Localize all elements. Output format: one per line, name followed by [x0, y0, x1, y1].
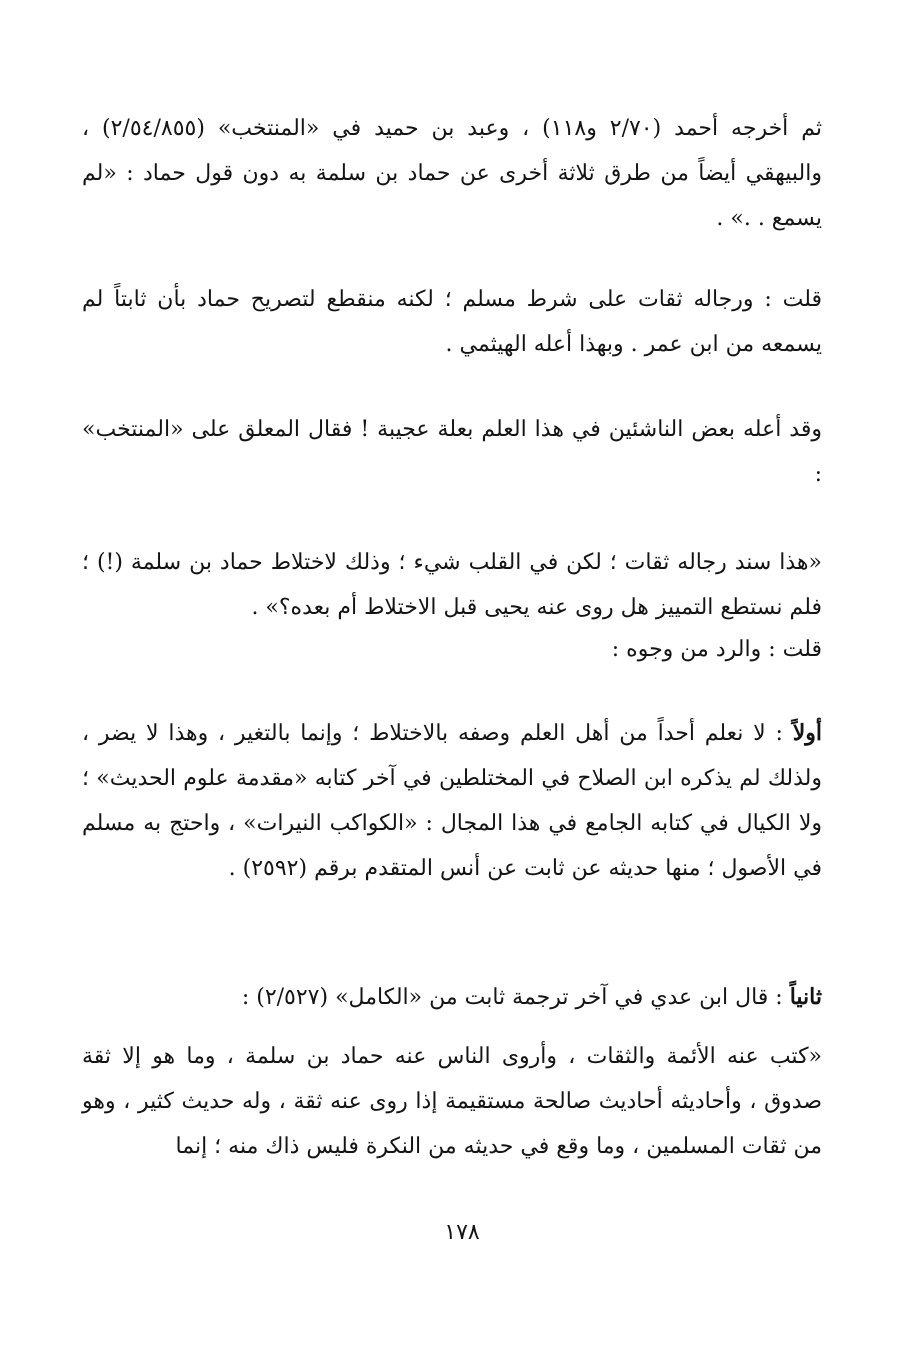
paragraph-awwalan: [82, 711, 822, 891]
paragraph-text: «هذا سند رجاله ثقات ؛ لكن في القلب شيء ؛ وذلك لاختلاط حماد بن سلمة (!) ؛ فلم نستطع التمييز هل روى عنه يحيى قبل الاختلاط أم بعده؟» .: [82, 550, 822, 620]
page-number: ١٧٨: [444, 1220, 480, 1245]
paragraph-thaniyan: [82, 975, 822, 1020]
paragraph-text: وقد أعله بعض الناشئين في هذا العلم بعلة عجيبة ! فقال المعلق على «المنتخب» :: [82, 417, 822, 487]
point-lead-first: أولاً: [792, 720, 822, 746]
paragraph-text: قلت : ورجاله ثقات على شرط مسلم ؛ لكنه منقطع لتصريح حماد بأن ثابتاً لم يسمعه من ابن عمر . وبهذا أعله الهيثمي .: [82, 287, 822, 357]
paragraph-text: : لا نعلم أحداً من أهل العلم وصفه بالاختلاط ؛ وإنما بالتغير ، وهذا لا يضر ، ولذلك لم يذكره ابن الصلاح في المختلطين في آخر كتابه «مقدمة علوم الحديث» ؛ ولا الكيال في كتابه الجامع في هذا المجال : «الكواكب النيرات» ، واحتج به مسلم في الأصول ؛ منها حديثه عن ثابت عن أنس المتقدم برقم (٢٥٩٢) .: [82, 721, 822, 881]
paragraph-text: قلت : والرد من وجوه :: [611, 637, 822, 662]
point-lead-second: ثانياً: [789, 984, 822, 1010]
paragraph-text: : قال ابن عدي في آخر ترجمة ثابت من «الكامل» (٢/٥٢٧) :: [241, 985, 790, 1010]
paragraph-text: «كتب عنه الأئمة والثقات ، وأروى الناس عنه حماد بن سلمة ، وما هو إلا ثقة صدوق ، وأحاديثه أحاديث صالحة مستقيمة إذا روى عنه ثقة ، وله حديث كثير ، وهو من ثقات المسلمين ، وما وقع في حديثه من النكرة فليس ذاك منه ؛ إنما: [82, 1044, 822, 1159]
paragraph-aallahu: [82, 407, 822, 497]
paragraph-quote-muallaq: [82, 540, 822, 630]
paragraph-quote-ibn-adi: [82, 1034, 822, 1169]
paragraph-text: ثم أخرجه أحمد (٢/٧٠ و١١٨) ، وعبد بن حميد في «المنتخب» (٢/٥٤/٨٥٥) ، والبيهقي أيضاً من طرق ثلاثة أخرى عن حماد بن سلمة به دون قول حماد : «لم يسمع . .» .: [82, 116, 822, 231]
paragraph-qultu-rijal: [82, 277, 822, 367]
paragraph-takhrij: [82, 106, 822, 241]
paragraph-radd-heading: [82, 627, 822, 672]
